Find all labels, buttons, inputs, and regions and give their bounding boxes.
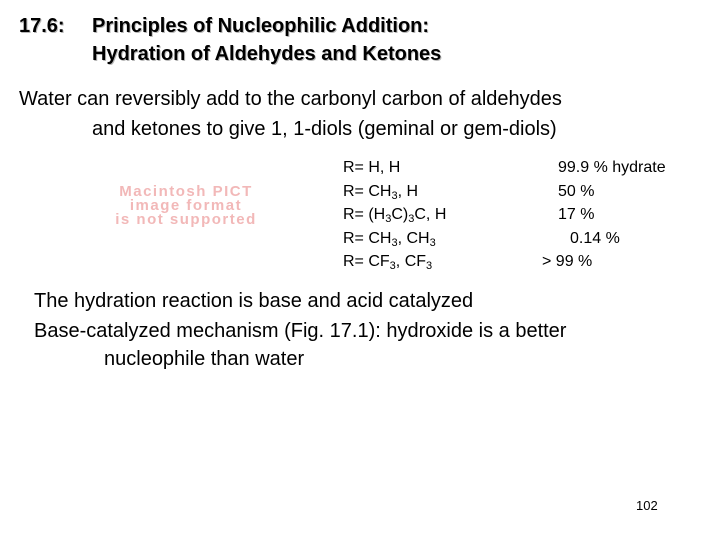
subscript: 3	[429, 236, 436, 249]
subscript: 3	[385, 213, 392, 225]
percent-hydrate-item: 50 %	[558, 182, 595, 200]
slide-title-number: 17.6:	[19, 15, 65, 37]
substituent-item: $R= CF_3$, $CF_3$	[343, 253, 433, 272]
body-text-line-2: Base-catalyzed mechanism (Fig. 17.1): hydroxide is a better	[34, 320, 567, 342]
subscript: 3	[408, 213, 415, 225]
unsupported-image-placeholder	[66, 182, 306, 230]
substituent-item: $R= CH_3$, $CH_3$	[343, 229, 436, 249]
percent-hydrate-list	[520, 156, 695, 274]
subscript: 3	[426, 260, 433, 272]
substituent-item: $R= (H_3C)_3C$, H	[343, 206, 447, 225]
substituent-list	[343, 156, 446, 274]
intro-text-line-1: Water can reversibly add to the carbonyl carbon of aldehydes	[19, 88, 562, 110]
subscript: 3	[391, 236, 398, 249]
substituent-item: $R= CH_3$, H	[343, 182, 419, 202]
pict-placeholder-line-1: Macintosh PICT	[119, 183, 253, 200]
pict-placeholder-line-3: is not supported	[115, 211, 257, 228]
percent-hydrate-item: 0.14 %	[570, 229, 620, 247]
pict-placeholder-line-2: image format	[129, 197, 243, 214]
substituent-item: R= H, H	[343, 159, 401, 176]
page-number: 102	[636, 498, 658, 513]
body-text-line-3: nucleophile than water	[104, 348, 305, 370]
subscript: 3	[391, 189, 398, 202]
percent-hydrate-item: 17 %	[558, 206, 595, 223]
slide-title-line-1: Principles of Nucleophilic Addition:	[92, 15, 430, 37]
percent-hydrate-item: > 99 %	[542, 253, 593, 270]
subscript: 3	[389, 260, 396, 272]
percent-hydrate-item: 99.9 % hydrate	[558, 159, 666, 176]
intro-text-line-2: and ketones to give 1, 1-diols (geminal or gem-diols)	[92, 118, 557, 140]
body-text-line-1: The hydration reaction is base and acid catalyzed	[34, 290, 474, 312]
slide-title-line-2: Hydration of Aldehydes and Ketones	[92, 43, 442, 65]
